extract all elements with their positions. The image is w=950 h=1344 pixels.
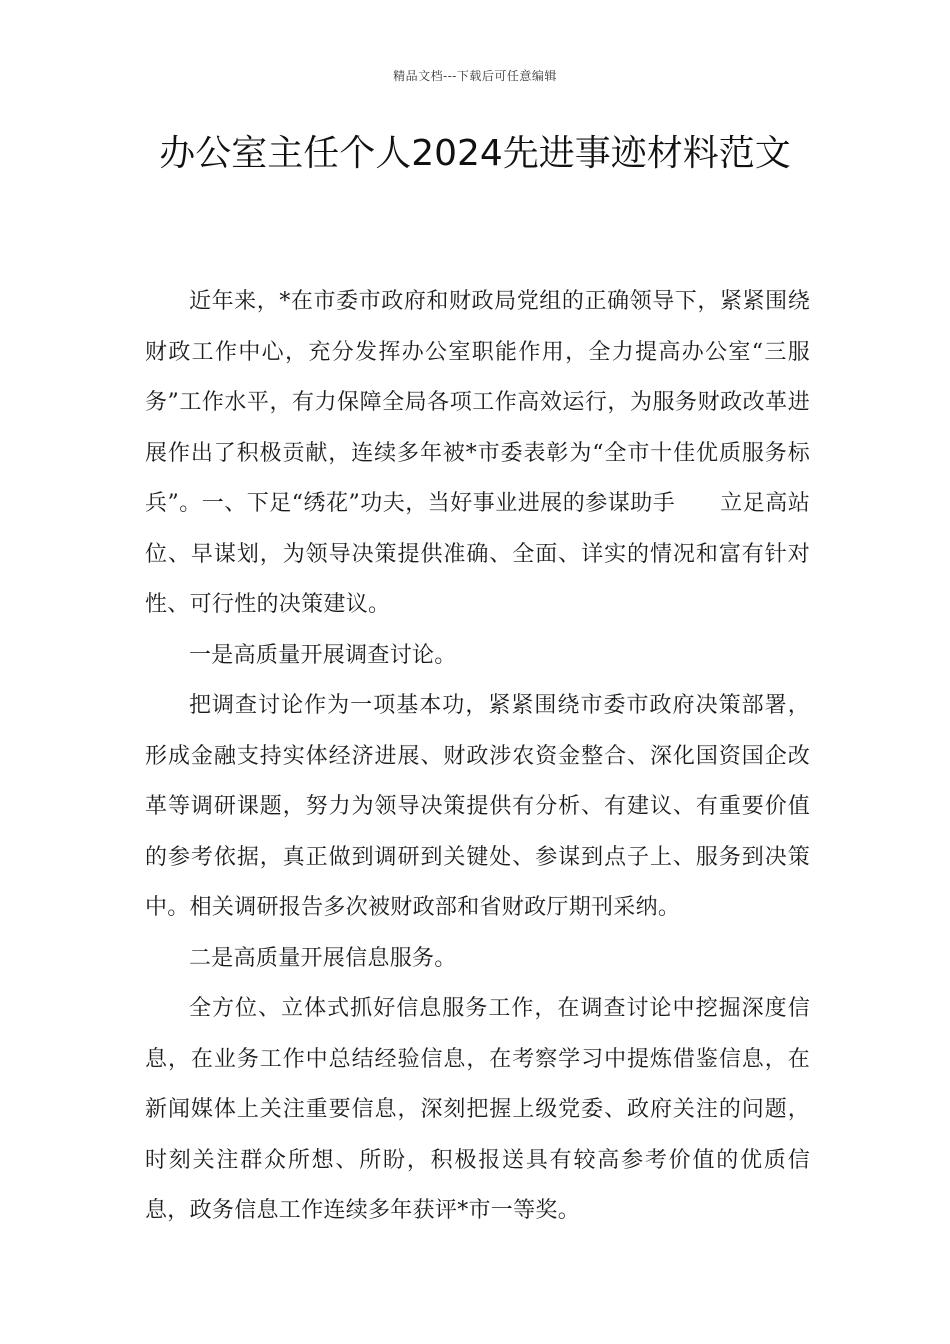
paragraph-heading-information: 二是高质量开展信息服务。 xyxy=(189,945,457,971)
document-body xyxy=(145,277,810,1237)
paragraph-research: 把调查讨论作为一项基本功，紧紧围绕市委市政府决策部署，形成金融支持实体经济进展、财政涉农资金整合、深化国资国企改革等调研课题，努力为领导决策提供有分析、有建议、有重要价值的参考依据，真正做到调研到关键处、参谋到点子上、服务到决策中。相关调研报告多次被财政部和省财政厅期刊采纳。 xyxy=(145,693,810,920)
paragraph-heading-research: 一是高质量开展调查讨论。 xyxy=(189,642,457,668)
document-title: 办公室主任个人2024先进事迹材料范文 xyxy=(159,133,791,174)
header-note: 精品文档---下载后可任意编辑 xyxy=(393,69,557,83)
paragraph-intro: 近年来，*在市委市政府和财政局党组的正确领导下，紧紧围绕财政工作中心，充分发挥办公室职能作用，全力提高办公室“三服务”工作水平，有力保障全局各项工作高效运行，为服务财政改革进展作出了积极贡献，连续多年被*市委表彰为“全市十佳优质服务标兵”。一、下足“绣花”功夫，当好事业进展的参谋助手 立足高站位、早谋划，为领导决策提供准确、全面、详实的情况和富有针对性、可行性的决策建议。 xyxy=(145,289,810,617)
paragraph-information: 全方位、立体式抓好信息服务工作，在调查讨论中挖掘深度信息，在业务工作中总结经验信息，在考察学习中提炼借鉴信息，在新闻媒体上关注重要信息，深刻把握上级党委、政府关注的问题，时刻关注群众所想、所盼，积极报送具有较高参考价值的优质信息，政务信息工作连续多年获评*市一等奖。 xyxy=(145,996,810,1223)
